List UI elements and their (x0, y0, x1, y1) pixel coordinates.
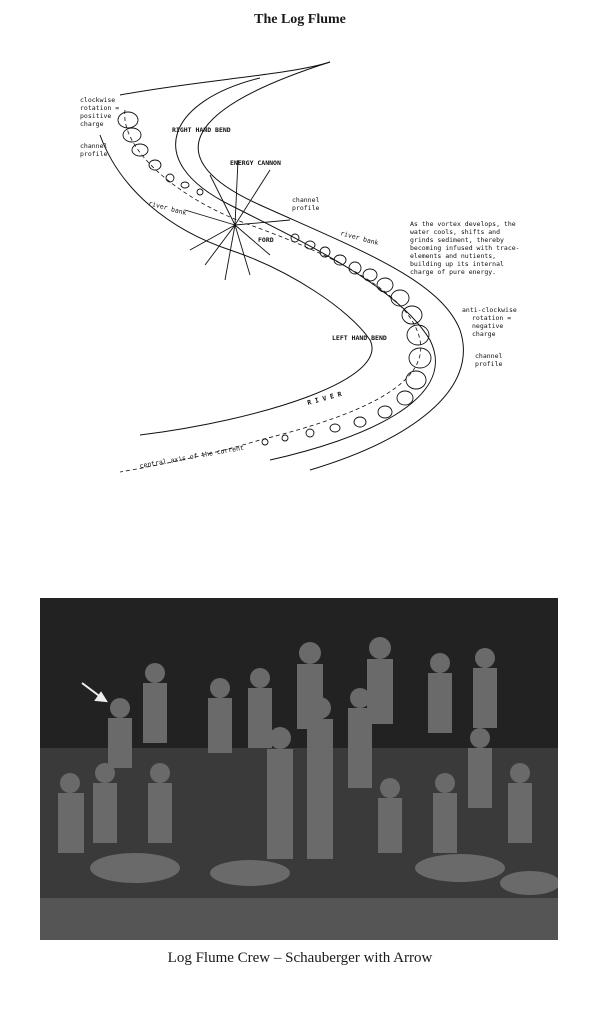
label-channel-profile-left-2: profile (80, 150, 108, 158)
label-vortex-note-1: As the vortex develops, the (410, 220, 516, 228)
label-anticlockwise-3: negative (472, 322, 504, 330)
label-anticlockwise-2: rotation = (472, 314, 512, 322)
label-river: R I V E R (306, 390, 343, 407)
label-channel-profile-right-2: profile (475, 360, 503, 368)
label-anticlockwise-1: anti-clockwise (462, 306, 517, 314)
label-clockwise-3: positive (80, 112, 112, 120)
label-vortex-note-4: becoming infused with trace- (410, 244, 520, 252)
label-right-hand-bend: RIGHT HAND BEND (172, 126, 231, 134)
label-clockwise-2: rotation = (80, 104, 120, 112)
label-vortex-note-5: elements and nutients, (410, 252, 497, 260)
photo-caption: Log Flume Crew – Schauberger with Arrow (167, 950, 433, 966)
energy-cannon-arrows (185, 160, 290, 280)
label-channel-profile-mid-1: channel (292, 196, 320, 204)
label-river-bank-left: river bank (147, 199, 188, 218)
label-channel-profile-left-1: channel (80, 142, 108, 150)
river-bank-left (100, 135, 372, 435)
label-river-bank-right: river bank (339, 229, 380, 248)
label-channel-profile-mid-2: profile (292, 204, 320, 212)
label-central-axis: central axis of the current (138, 443, 245, 470)
label-clockwise-1: clockwise (80, 96, 116, 104)
label-left-hand-bend: LEFT HAND BEND (332, 334, 387, 342)
label-vortex-note-2: water cools, shifts and (410, 228, 501, 236)
group-photo-illustration (40, 598, 558, 940)
page-title: The Log Flume (254, 12, 346, 27)
label-clockwise-4: charge (80, 120, 104, 128)
log-flume-diagram (60, 40, 560, 490)
label-ford: FORD (258, 236, 274, 244)
label-anticlockwise-4: charge (472, 330, 496, 338)
label-vortex-note-3: grinds sediment, thereby (410, 236, 504, 244)
label-energy-cannon: ENERGY CANNON (230, 159, 281, 167)
label-vortex-note-7: charge of pure energy. (410, 268, 497, 276)
label-channel-profile-right-1: channel (475, 352, 503, 360)
label-vortex-note-6: building up its internal (410, 260, 504, 268)
group-photo (40, 598, 558, 940)
